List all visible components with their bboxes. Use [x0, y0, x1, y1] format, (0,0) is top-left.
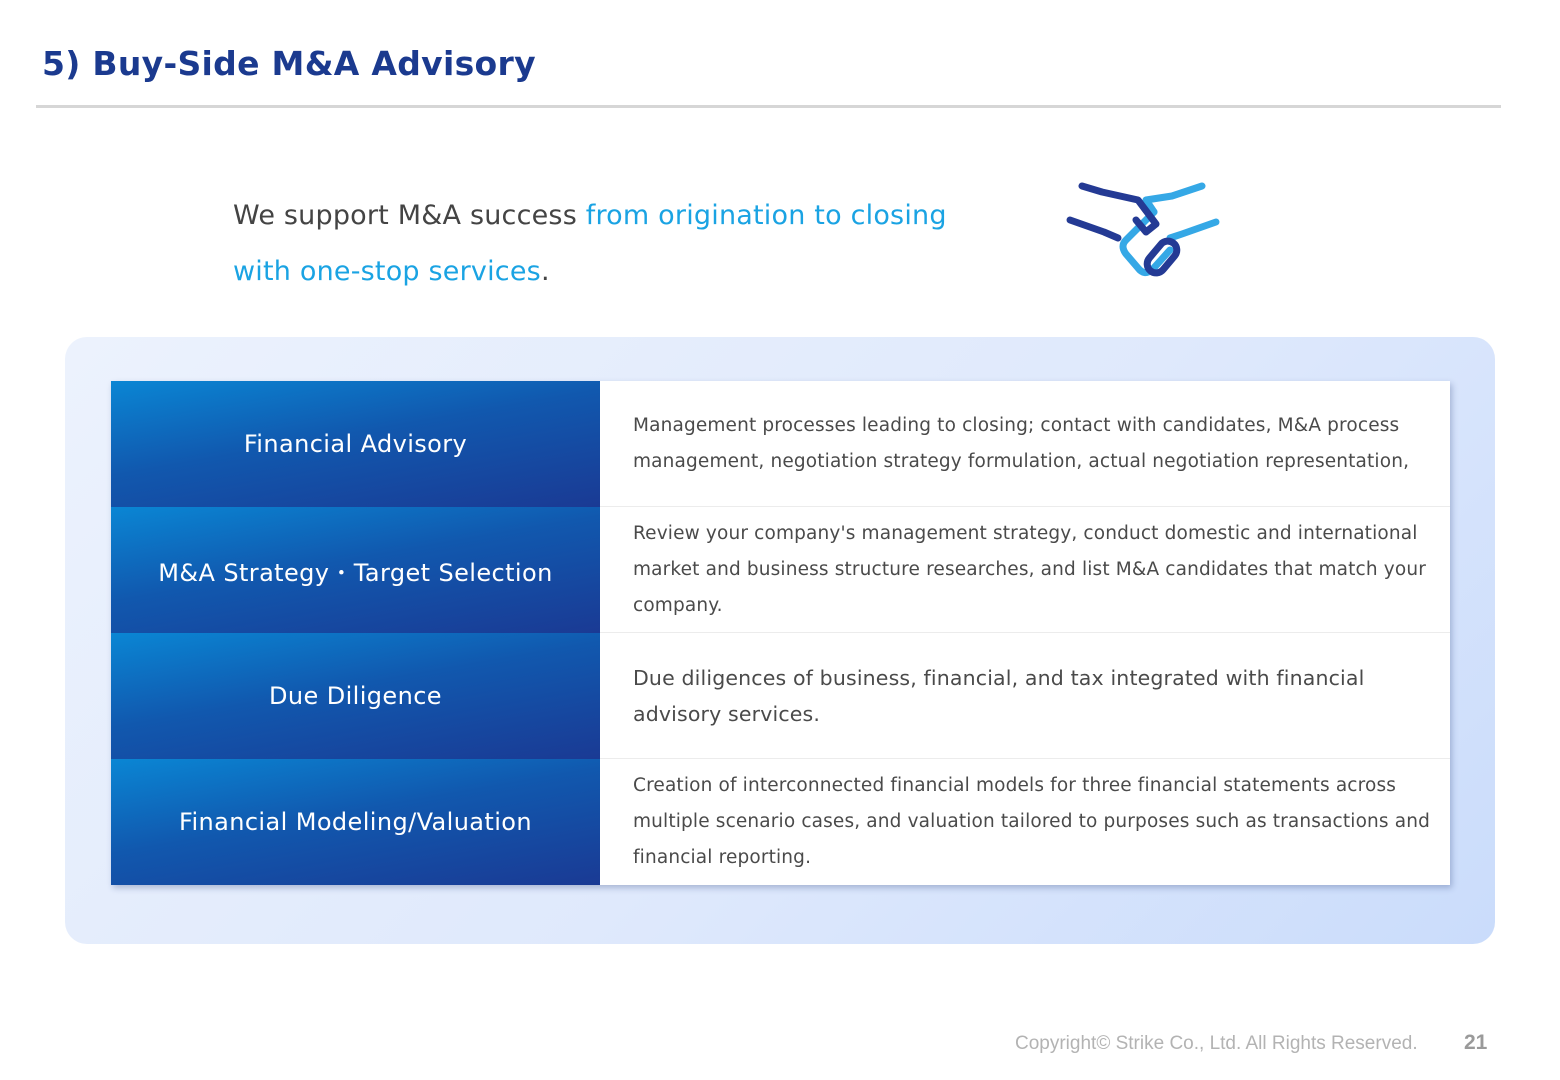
service-description — [600, 507, 1450, 633]
intro-highlight-line1: from origination to closing — [585, 200, 947, 231]
service-row-strategy-target-selection — [111, 507, 1450, 633]
service-row-modeling-valuation — [111, 759, 1450, 885]
copyright-notice: Copyright© Strike Co., Ltd. All Rights Reserved. — [1015, 1033, 1418, 1054]
service-label: M&A Strategy・Target Selection — [111, 507, 600, 633]
service-label: Financial Modeling/Valuation — [111, 759, 600, 885]
service-row-due-diligence — [111, 633, 1450, 759]
service-description — [600, 633, 1450, 759]
intro-period: . — [540, 256, 550, 287]
service-description-text: Review your company's management strategy, conduct domestic and international market and business structure researches, and list M&A candidates that match your company. — [633, 522, 1426, 616]
intro-statement — [233, 188, 1013, 300]
page-title: 5) Buy-Side M&A Advisory — [42, 44, 536, 83]
title-divider — [36, 105, 1501, 108]
services-table — [111, 381, 1450, 885]
service-description — [600, 381, 1450, 507]
service-description-text: Creation of interconnected financial models for three financial statements across multiple scenario cases, and valuation tailored to purposes such as transactions and financial reporting. — [633, 775, 1430, 868]
intro-text: We support M&A success — [233, 200, 586, 231]
intro-highlight-line2: with one-stop services — [233, 256, 541, 287]
handshake-icon — [1062, 180, 1222, 286]
service-description — [600, 759, 1450, 885]
service-row-financial-advisory — [111, 381, 1450, 507]
service-description-text: Management processes leading to closing; contact with candidates, M&A process management, negotiation strategy formulation, actual negotiation representation, — [633, 414, 1410, 472]
page-number: 21 — [1464, 1031, 1488, 1054]
service-label: Financial Advisory — [111, 381, 600, 507]
service-label: Due Diligence — [111, 633, 600, 759]
service-description-text: Due diligences of business, financial, and tax integrated with financial advisory services. — [633, 665, 1365, 726]
